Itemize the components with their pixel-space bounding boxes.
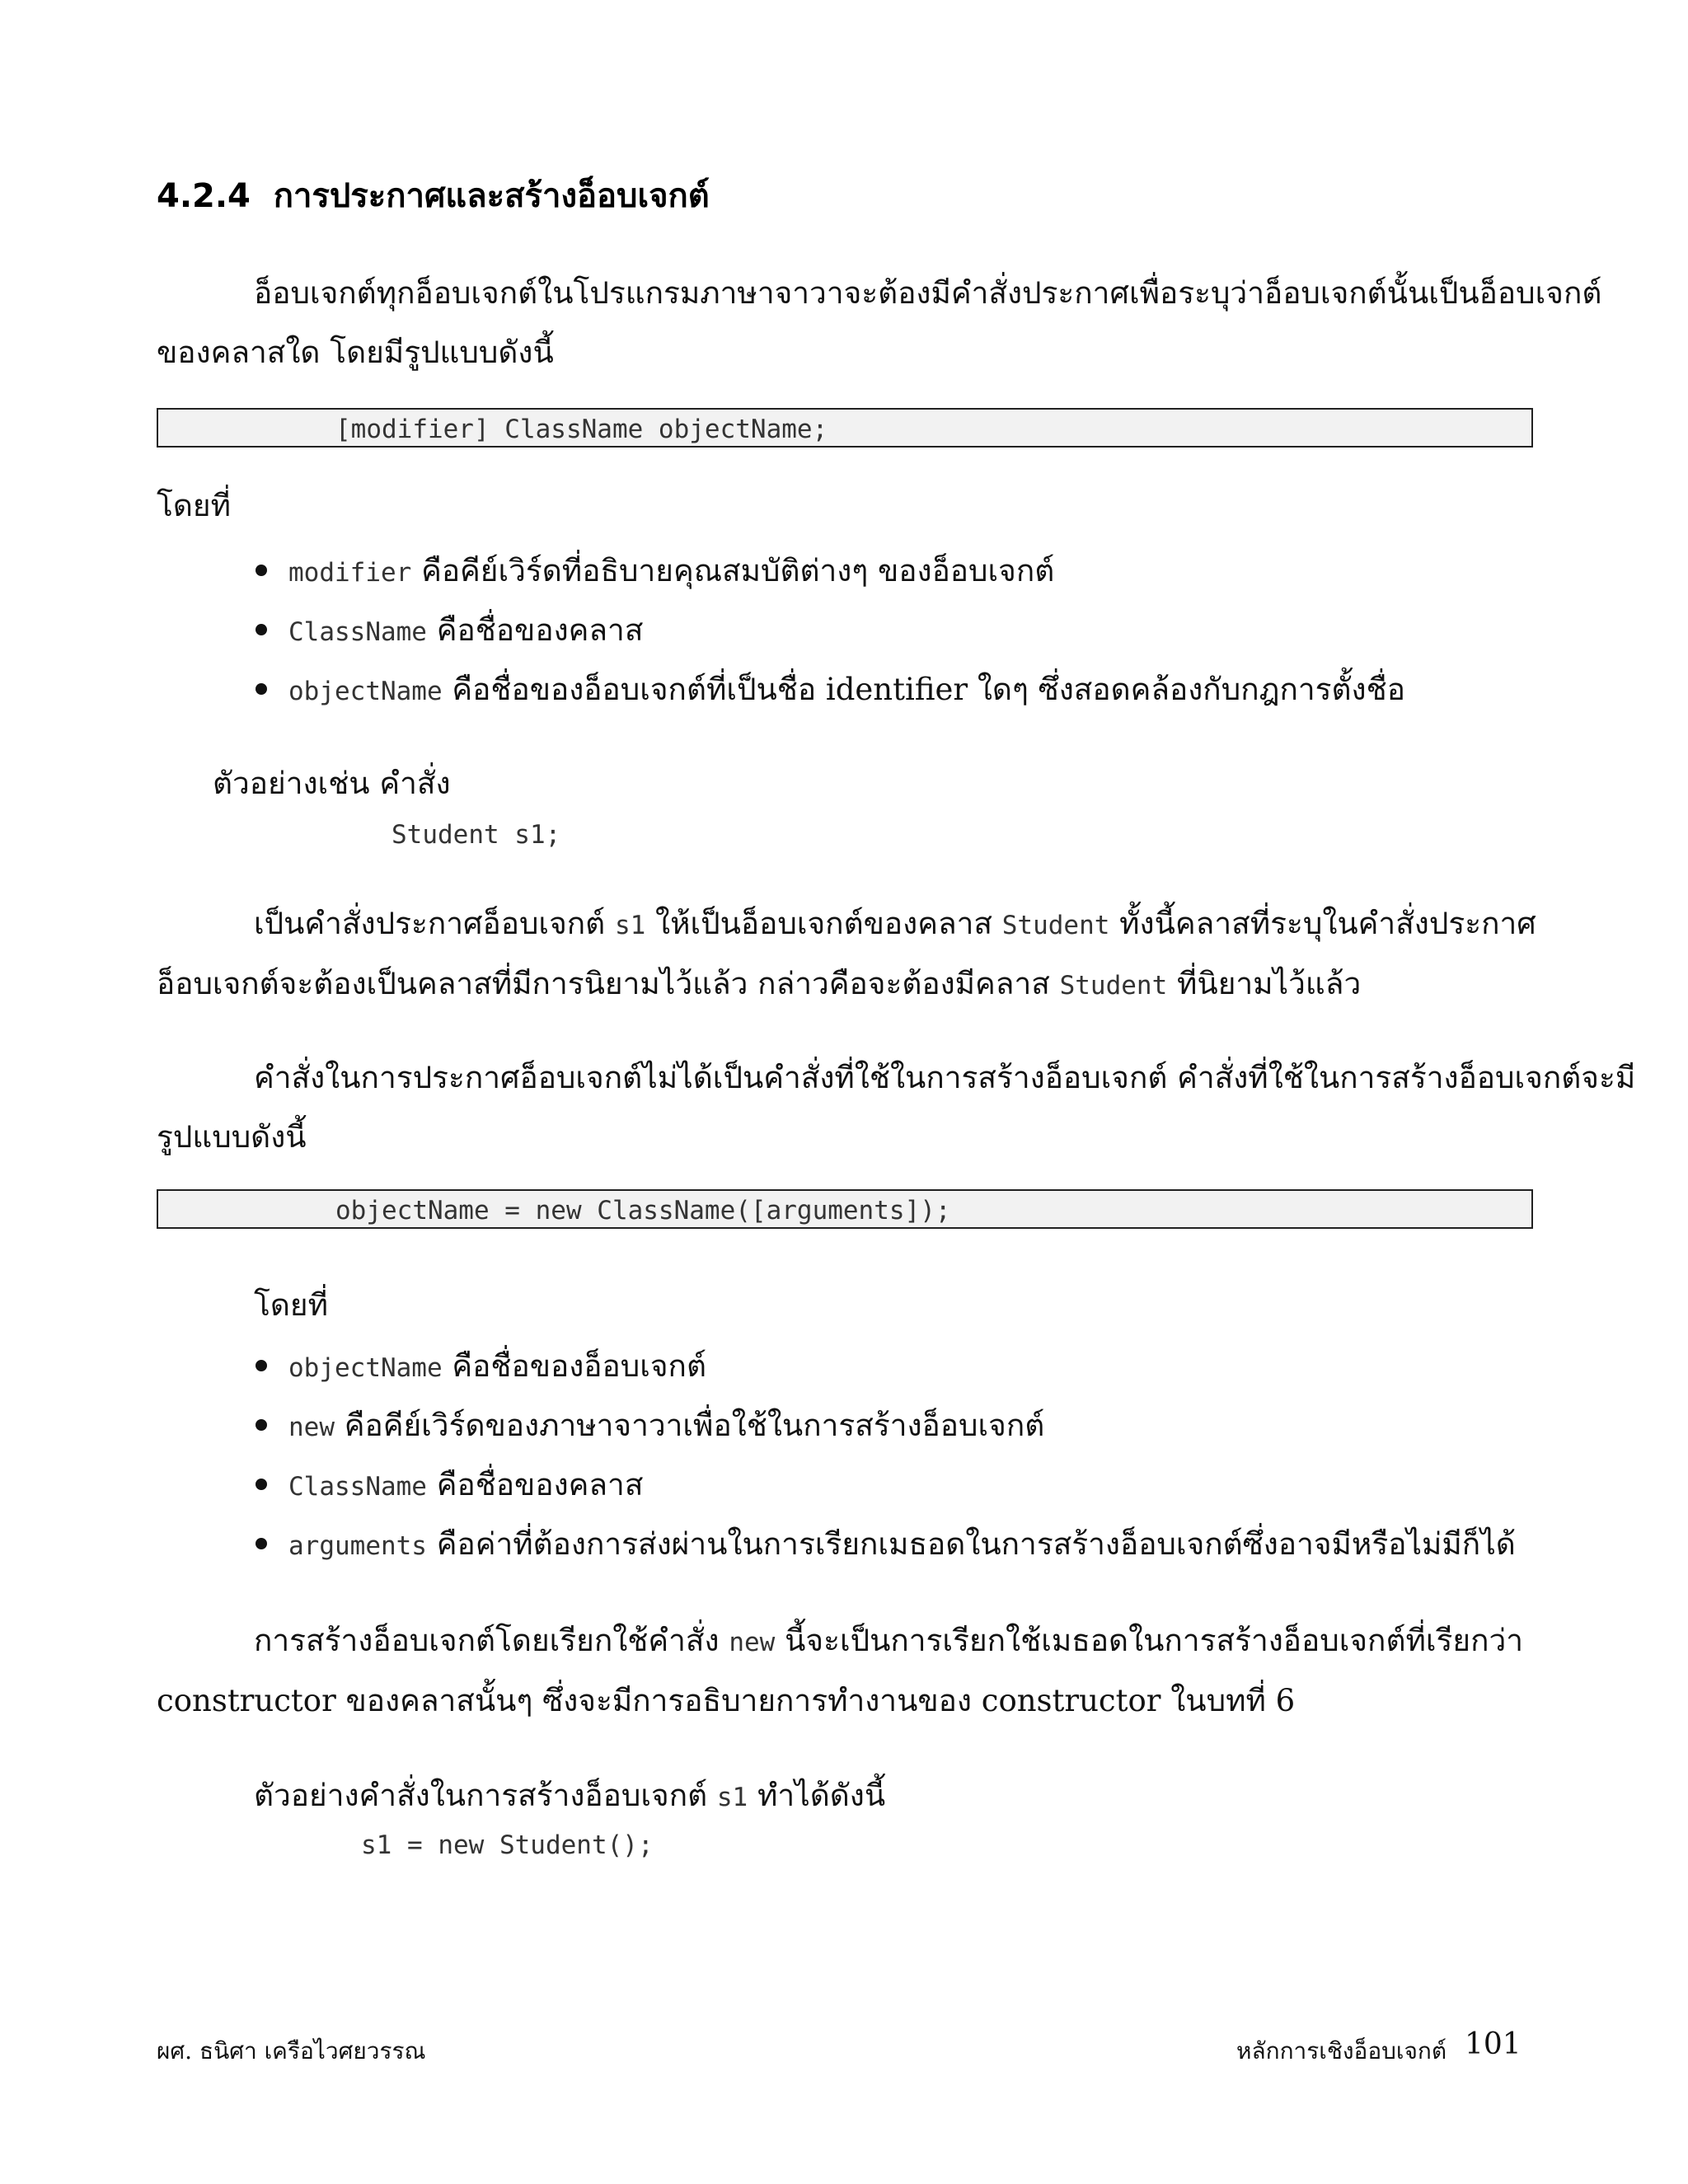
bullet-icon xyxy=(256,1360,267,1371)
bullet-text: คือชื่อของอ็อบเจกต์ที่เป็นชื่อ identifier ใดๆ ซึ่งสอดคล้องกับกฎการตั้งชื่อ xyxy=(442,672,1405,707)
explain1-text-e: ที่นิยามไว้แล้ว xyxy=(1167,966,1362,1001)
list-item xyxy=(256,606,643,654)
explain1-text-b: ให้เป็นอ็อบเจกต์ของคลาส xyxy=(645,906,1002,941)
explain1-line-2 xyxy=(157,954,1361,1015)
explain1-line-1 xyxy=(254,894,1536,955)
bullet-icon xyxy=(256,565,267,576)
list-item xyxy=(256,1520,1516,1568)
explain1-code-student: Student xyxy=(1001,911,1110,940)
creation-syntax-box xyxy=(157,1189,1533,1229)
explain3-line-1 xyxy=(254,1611,1523,1672)
example-code: Student s1; xyxy=(392,820,561,850)
declaration-syntax-box xyxy=(157,408,1533,448)
explain1-code-student-2: Student xyxy=(1059,971,1168,1001)
explain3-code-new: new xyxy=(729,1628,776,1657)
bullet-code: new xyxy=(288,1413,335,1442)
bullet-text: คือค่าที่ต้องการส่งผ่านในการเรียกเมธอดในการสร้างอ็อบเจกต์ซึ่งอาจมีหรือไม่มีก็ได้ xyxy=(426,1526,1516,1562)
bullet-icon xyxy=(256,1419,267,1431)
bullet-code: modifier xyxy=(288,558,412,588)
declaration-syntax-code: [modifier] ClassName objectName; xyxy=(335,415,828,444)
bullet-text: คือชื่อของคลาส xyxy=(426,612,644,648)
section-heading xyxy=(157,169,710,222)
explain3-line-2: constructor ของคลาสนั้นๆ ซึ่งจะมีการอธิบายการทำงานของ constructor ในบทที่ 6 xyxy=(157,1683,1296,1718)
creation-syntax-code: objectName = new ClassName([arguments]); xyxy=(335,1196,951,1226)
footer-book-title: หลักการเชิงอ็อบเจกต์ xyxy=(1236,2037,1447,2064)
intro-line-2: ของคลาสใด โดยมีรูปแบบดังนี้ xyxy=(157,335,554,370)
explain1-text-d: อ็อบเจกต์จะต้องเป็นคลาสที่มีการนิยามไว้แล้ว กล่าวคือจะต้องมีคลาส xyxy=(157,966,1060,1001)
list-item xyxy=(256,1401,1044,1450)
list-item xyxy=(256,1342,706,1390)
bullet-icon xyxy=(256,683,267,695)
bullet-code: objectName xyxy=(288,1353,443,1383)
example2-label xyxy=(254,1766,885,1827)
bullet-code: ClassName xyxy=(288,1472,427,1502)
intro-line-1: อ็อบเจกต์ทุกอ็อบเจกต์ในโปรแกรมภาษาจาวาจะต้องมีคำสั่งประกาศเพื่อระบุว่าอ็อบเจกต์นั้นเป็นอ็อบเจกต์ xyxy=(254,275,1602,311)
bullet-icon xyxy=(256,1479,267,1490)
bullet-code: ClassName xyxy=(288,617,427,647)
list-item xyxy=(256,1460,643,1509)
example2-text-b: ทำได้ดังนี้ xyxy=(748,1778,886,1813)
bullet-text: คือคีย์เวิร์ดของภาษาจาวาเพื่อใช้ในการสร้างอ็อบเจกต์ xyxy=(335,1408,1045,1443)
explain3-text-b: นี้จะเป็นการเรียกใช้เมธอดในการสร้างอ็อบเจกต์ที่เรียกว่า xyxy=(775,1623,1524,1658)
example-label: ตัวอย่างเช่น คำสั่ง xyxy=(213,766,451,801)
list-item xyxy=(256,665,1405,714)
bullet-code: arguments xyxy=(288,1531,427,1561)
explain1-code-s1: s1 xyxy=(614,911,646,940)
page-number: 101 xyxy=(1465,2027,1522,2061)
section-title: การประกาศและสร้างอ็อบเจกต์ xyxy=(273,177,710,215)
example2-code: s1 = new Student(); xyxy=(361,1830,654,1860)
bullet-text: คือคีย์เวิร์ดที่อธิบายคุณสมบัติต่างๆ ของอ็อบเจกต์ xyxy=(411,553,1055,588)
bullet-code: objectName xyxy=(288,677,443,706)
example2-code-s1: s1 xyxy=(716,1783,748,1812)
explain1-text-c: ทั้งนี้คลาสที่ระบุในคำสั่งประกาศ xyxy=(1109,906,1536,941)
example2-text-a: ตัวอย่างคำสั่งในการสร้างอ็อบเจกต์ xyxy=(254,1778,717,1813)
bullet-text: คือชื่อของคลาส xyxy=(426,1467,644,1502)
bullet-icon xyxy=(256,624,267,635)
bullet-icon xyxy=(256,1538,267,1549)
explain2-line-1: คำสั่งในการประกาศอ็อบเจกต์ไม่ได้เป็นคำสั่งที่ใช้ในการสร้างอ็อบเจกต์ คำสั่งที่ใช้ในการสร้างอ็อบเจกต์จะมี xyxy=(254,1060,1636,1095)
list-item xyxy=(256,546,1054,595)
bullet-text: คือชื่อของอ็อบเจกต์ xyxy=(442,1348,706,1384)
explain1-text-a: เป็นคำสั่งประกาศอ็อบเจกต์ xyxy=(254,906,615,941)
where-label: โดยที่ xyxy=(254,1287,328,1323)
section-number: 4.2.4 xyxy=(157,177,251,215)
explain2-line-2: รูปแบบดังนี้ xyxy=(157,1119,307,1155)
where-label: โดยที่ xyxy=(157,488,231,523)
explain3-text-a: การสร้างอ็อบเจกต์โดยเรียกใช้คำสั่ง xyxy=(254,1623,729,1658)
footer-author: ผศ. ธนิศา เครือไวศยวรรณ xyxy=(157,2037,426,2064)
